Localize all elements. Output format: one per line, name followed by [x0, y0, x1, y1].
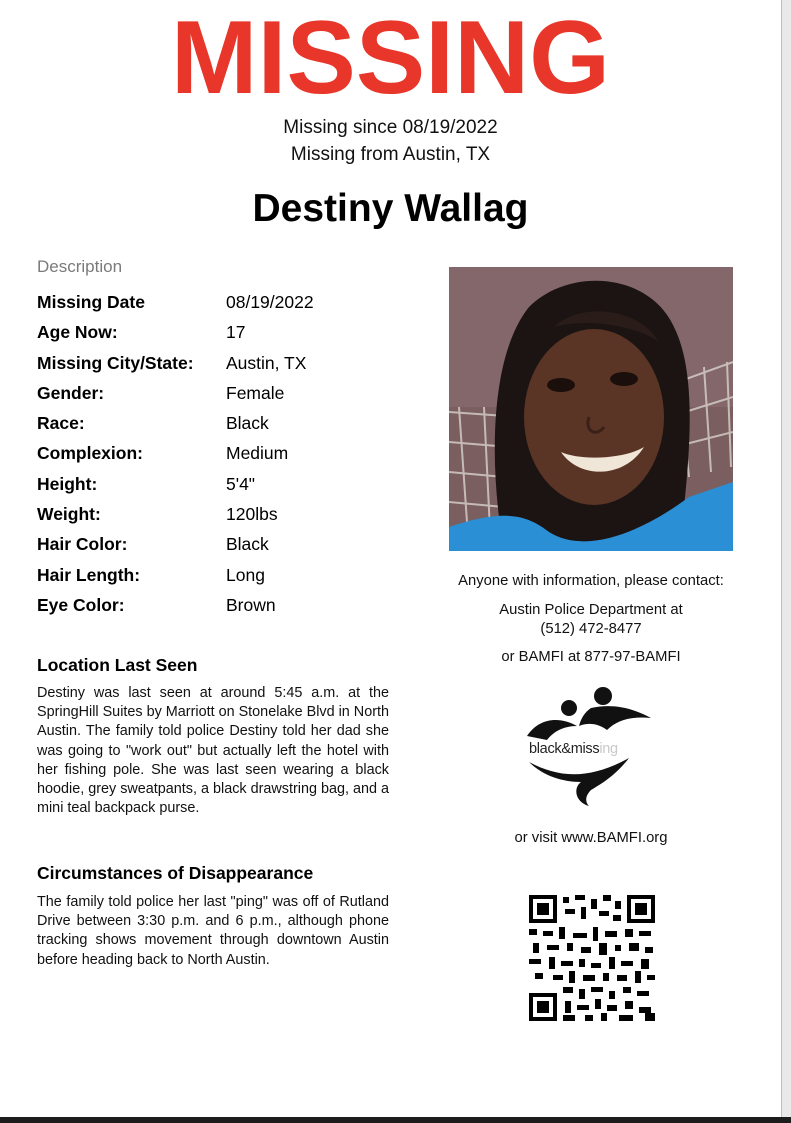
- detail-value: 08/19/2022: [226, 292, 314, 312]
- description-heading: Description: [37, 257, 123, 276]
- detail-value: Austin, TX: [226, 352, 307, 373]
- circumstances-text: The family told police her last "ping" was off of Rutland Drive between 3:30 p.m. and 6 p.m., although phone tracking shows movement through downtown Austin before heading back to North Austin.: [37, 894, 389, 968]
- detail-value: Medium: [226, 443, 289, 464]
- detail-value: 5'4": [226, 473, 256, 494]
- contact-alt: or BAMFI at 877-97-BAMFI: [501, 649, 681, 665]
- detail-label: Race:: [37, 413, 85, 434]
- detail-value: Brown: [226, 594, 276, 615]
- detail-label: Missing City/State:: [37, 352, 194, 373]
- circumstances-title: Circumstances of Disappearance: [37, 863, 314, 883]
- detail-label: Eye Color:: [37, 594, 125, 615]
- contact-phone: (512) 472-8477: [540, 621, 642, 637]
- detail-value: 120lbs: [226, 504, 278, 525]
- location-title: Location Last Seen: [37, 655, 198, 675]
- detail-value: Black: [226, 534, 269, 555]
- detail-label: Missing Date: [37, 292, 145, 312]
- detail-row: [37, 381, 417, 411]
- detail-row: [37, 532, 417, 562]
- missing-since: Missing since 08/19/2022: [283, 117, 498, 138]
- qr-code-icon: [529, 895, 655, 1021]
- detail-row: [37, 320, 417, 350]
- detail-value: Black: [226, 413, 269, 434]
- detail-label: Age Now:: [37, 322, 118, 343]
- logo-text-main: black&miss: [529, 741, 600, 757]
- detail-row: [37, 411, 417, 441]
- person-photo: [449, 267, 733, 551]
- person-name: Destiny Wallag: [252, 187, 529, 230]
- detail-label: Weight:: [37, 504, 101, 525]
- detail-row: [37, 502, 417, 532]
- detail-row: [37, 351, 417, 381]
- missing-from: Missing from Austin, TX: [290, 144, 491, 165]
- location-text: Destiny was last seen at around 5:45 a.m. at the SpringHill Suites by Marriott on Stonelake Blvd in North Austin. The family told police Destiny told her dad she was going to "work out" but actually left the hotel with her fishing pole. She was last seen wearing a black hoodie, grey sweatpants, a black drawstring bag, and a mini teal backpack purse.: [37, 685, 389, 817]
- detail-row: [37, 472, 417, 502]
- detail-row: [37, 593, 417, 623]
- detail-label: Hair Length:: [37, 564, 141, 585]
- detail-label: Height:: [37, 473, 98, 494]
- contact-agency: Austin Police Department at: [499, 602, 683, 618]
- photo-illustration: [449, 267, 733, 551]
- detail-label: Hair Color:: [37, 534, 128, 555]
- page-bottom-bar: [0, 1117, 791, 1123]
- contact-intro: Anyone with information, please contact:: [458, 573, 724, 589]
- detail-value: Female: [226, 382, 285, 403]
- detail-row: [37, 441, 417, 471]
- page-edge: [781, 0, 791, 1123]
- description-table: [37, 290, 417, 623]
- detail-row: [37, 563, 417, 593]
- logo-wordmark: [529, 741, 618, 757]
- detail-value: 17: [226, 322, 246, 343]
- logo-text-faded: ing: [599, 741, 618, 757]
- detail-label: Complexion:: [37, 443, 143, 464]
- headline: MISSING: [170, 0, 611, 116]
- detail-row: [37, 290, 417, 320]
- detail-label: Gender:: [37, 382, 105, 403]
- detail-value: Long: [226, 564, 265, 585]
- contact-visit: or visit www.BAMFI.org: [514, 830, 668, 846]
